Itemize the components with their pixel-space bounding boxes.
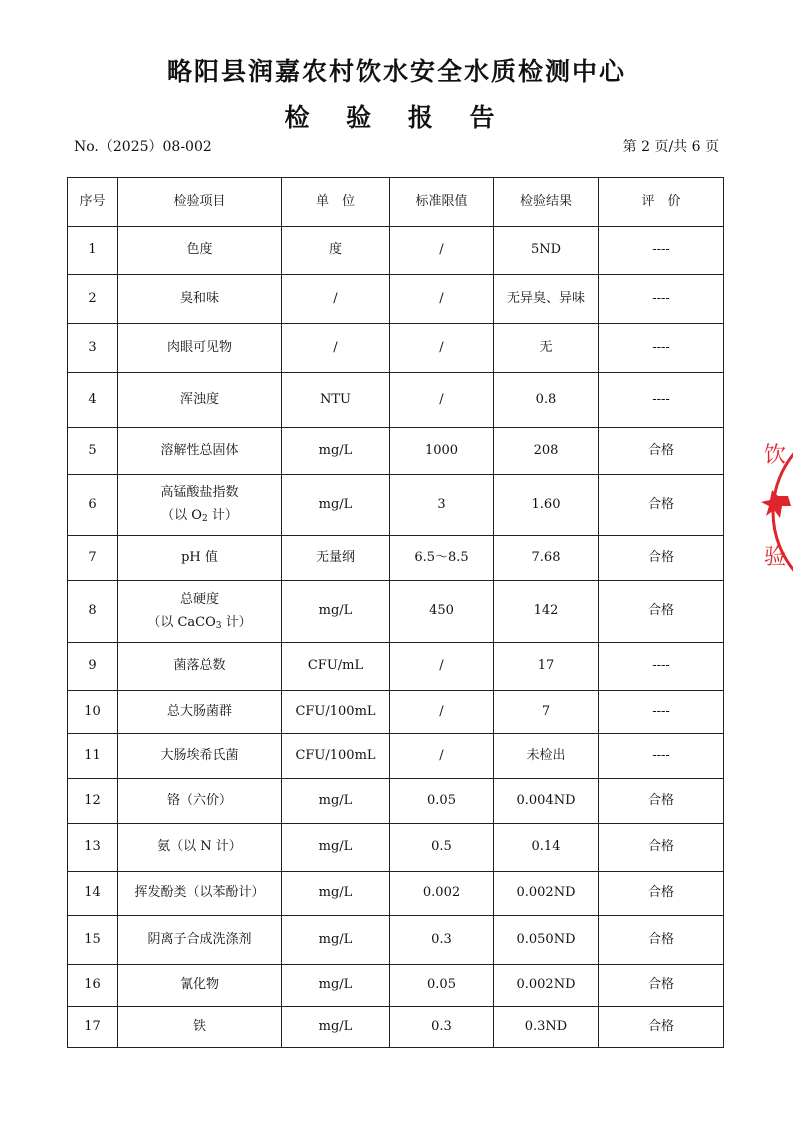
cell-item: 大肠埃希氏菌 — [118, 734, 282, 779]
table-row — [68, 734, 724, 779]
cell-result: 7 — [494, 691, 599, 734]
cell-limit: / — [390, 275, 494, 324]
table-row — [68, 965, 724, 1007]
cell-result: 0.3ND — [494, 1007, 599, 1048]
results-table — [67, 177, 724, 1048]
item-note-prefix: （以 CaCO — [147, 614, 216, 630]
table-row — [68, 536, 724, 581]
cell-no: 1 — [68, 227, 118, 275]
table-row — [68, 428, 724, 475]
cell-result: 7.68 — [494, 536, 599, 581]
cell-unit: mg/L — [282, 872, 390, 916]
table-row — [68, 691, 724, 734]
table-row — [68, 872, 724, 916]
item-note-prefix: （以 O — [161, 508, 202, 523]
cell-eval: ---- — [599, 691, 724, 734]
cell-eval: ---- — [599, 643, 724, 691]
cell-eval: 合格 — [599, 779, 724, 824]
item-note-subscript: 3 — [215, 620, 222, 631]
table-row — [68, 643, 724, 691]
table-row — [68, 1007, 724, 1048]
cell-unit: CFU/100mL — [282, 691, 390, 734]
table-row — [68, 373, 724, 428]
header-eval: 评 价 — [599, 178, 724, 227]
cell-limit: 3 — [390, 475, 494, 536]
cell-no: 6 — [68, 475, 118, 536]
official-seal — [760, 432, 793, 592]
cell-limit: / — [390, 373, 494, 428]
cell-eval: ---- — [599, 227, 724, 275]
cell-no: 14 — [68, 872, 118, 916]
cell-item: 挥发酚类（以苯酚计） — [118, 872, 282, 916]
table-row — [68, 227, 724, 275]
cell-unit: CFU/mL — [282, 643, 390, 691]
cell-item: 菌落总数 — [118, 643, 282, 691]
item-note — [120, 505, 279, 528]
cell-eval: 合格 — [599, 475, 724, 536]
cell-eval: ---- — [599, 373, 724, 428]
cell-unit: mg/L — [282, 916, 390, 965]
cell-unit: mg/L — [282, 965, 390, 1007]
cell-eval: 合格 — [599, 428, 724, 475]
cell-item: 总大肠菌群 — [118, 691, 282, 734]
cell-eval: 合格 — [599, 824, 724, 872]
cell-result: 0.002ND — [494, 965, 599, 1007]
cell-item: 阴离子合成洗涤剂 — [118, 916, 282, 965]
cell-no: 11 — [68, 734, 118, 779]
cell-limit: 1000 — [390, 428, 494, 475]
table-header-row — [68, 178, 724, 227]
cell-item: 肉眼可见物 — [118, 324, 282, 373]
cell-no: 12 — [68, 779, 118, 824]
cell-item: 色度 — [118, 227, 282, 275]
cell-unit: / — [282, 324, 390, 373]
table-body — [68, 227, 724, 1048]
item-note — [120, 612, 279, 635]
table-row — [68, 779, 724, 824]
cell-result: 142 — [494, 581, 599, 643]
cell-limit: 0.05 — [390, 779, 494, 824]
cell-eval: 合格 — [599, 1007, 724, 1048]
header-limit: 标准限值 — [390, 178, 494, 227]
cell-result: 0.8 — [494, 373, 599, 428]
cell-eval: 合格 — [599, 581, 724, 643]
item-name: 总硬度 — [179, 591, 219, 607]
cell-result: 0.004ND — [494, 779, 599, 824]
cell-result: 0.002ND — [494, 872, 599, 916]
cell-eval: 合格 — [599, 965, 724, 1007]
table-row — [68, 324, 724, 373]
cell-item: 氨（以 N 计） — [118, 824, 282, 872]
cell-limit: / — [390, 643, 494, 691]
report-title: 检 验 报 告 — [284, 103, 509, 132]
cell-no: 2 — [68, 275, 118, 324]
cell-limit: / — [390, 734, 494, 779]
item-note-suffix: 计） — [221, 614, 252, 630]
cell-unit: mg/L — [282, 428, 390, 475]
cell-limit: 0.3 — [390, 916, 494, 965]
cell-limit: 6.5～8.5 — [390, 536, 494, 581]
cell-no: 9 — [68, 643, 118, 691]
item-note-subscript: 2 — [201, 514, 208, 524]
cell-result: 0.050ND — [494, 916, 599, 965]
cell-unit: mg/L — [282, 824, 390, 872]
cell-eval: 合格 — [599, 872, 724, 916]
cell-item: 浑浊度 — [118, 373, 282, 428]
header-no: 序号 — [68, 178, 118, 227]
table-row — [68, 581, 724, 643]
cell-result: 未检出 — [494, 734, 599, 779]
cell-no: 17 — [68, 1007, 118, 1048]
cell-eval: ---- — [599, 275, 724, 324]
table-row — [68, 824, 724, 872]
cell-no: 13 — [68, 824, 118, 872]
cell-limit: / — [390, 227, 494, 275]
cell-limit: 0.3 — [390, 1007, 494, 1048]
cell-no: 8 — [68, 581, 118, 643]
item-note-suffix: 计） — [207, 508, 238, 523]
report-number: No.（2025）08-002 — [74, 139, 212, 155]
cell-unit: mg/L — [282, 1007, 390, 1048]
cell-result: 无 — [494, 324, 599, 373]
cell-limit: 0.05 — [390, 965, 494, 1007]
cell-eval: ---- — [599, 734, 724, 779]
cell-item: 铬（六价） — [118, 779, 282, 824]
cell-unit: / — [282, 275, 390, 324]
header-item: 检验项目 — [118, 178, 282, 227]
cell-limit: 0.5 — [390, 824, 494, 872]
cell-item: 铁 — [118, 1007, 282, 1048]
cell-result: 208 — [494, 428, 599, 475]
cell-item — [118, 581, 282, 643]
cell-no: 4 — [68, 373, 118, 428]
cell-unit: mg/L — [282, 779, 390, 824]
header-unit: 单 位 — [282, 178, 390, 227]
page-indicator: 第 2 页/共 6 页 — [622, 139, 719, 155]
cell-result: 5ND — [494, 227, 599, 275]
cell-item — [118, 475, 282, 536]
cell-unit: 度 — [282, 227, 390, 275]
cell-unit: mg/L — [282, 475, 390, 536]
cell-unit: NTU — [282, 373, 390, 428]
cell-unit: mg/L — [282, 581, 390, 643]
cell-item: 溶解性总固体 — [118, 428, 282, 475]
cell-limit: 450 — [390, 581, 494, 643]
cell-limit: / — [390, 324, 494, 373]
cell-result: 17 — [494, 643, 599, 691]
cell-no: 5 — [68, 428, 118, 475]
report-meta — [74, 136, 719, 156]
cell-eval: ---- — [599, 324, 724, 373]
cell-eval: 合格 — [599, 536, 724, 581]
seal-char-bottom: 验 — [764, 545, 787, 570]
cell-no: 7 — [68, 536, 118, 581]
cell-unit: CFU/100mL — [282, 734, 390, 779]
table-row — [68, 475, 724, 536]
cell-no: 15 — [68, 916, 118, 965]
cell-limit: 0.002 — [390, 872, 494, 916]
seal-char-top: 饮 — [764, 443, 787, 468]
item-name: 高锰酸盐指数 — [160, 485, 239, 501]
cell-no: 10 — [68, 691, 118, 734]
table-row — [68, 275, 724, 324]
cell-unit: 无量纲 — [282, 536, 390, 581]
cell-no: 16 — [68, 965, 118, 1007]
cell-item: 臭和味 — [118, 275, 282, 324]
organization-title: 略阳县润嘉农村饮水安全水质检测中心 — [166, 57, 626, 86]
seal-star-icon — [761, 490, 791, 518]
cell-result: 1.60 — [494, 475, 599, 536]
cell-item: pH 值 — [118, 536, 282, 581]
cell-item: 氰化物 — [118, 965, 282, 1007]
cell-result: 0.14 — [494, 824, 599, 872]
cell-eval: 合格 — [599, 916, 724, 965]
table-row — [68, 916, 724, 965]
cell-limit: / — [390, 691, 494, 734]
header-result: 检验结果 — [494, 178, 599, 227]
cell-result: 无异臭、异味 — [494, 275, 599, 324]
cell-no: 3 — [68, 324, 118, 373]
